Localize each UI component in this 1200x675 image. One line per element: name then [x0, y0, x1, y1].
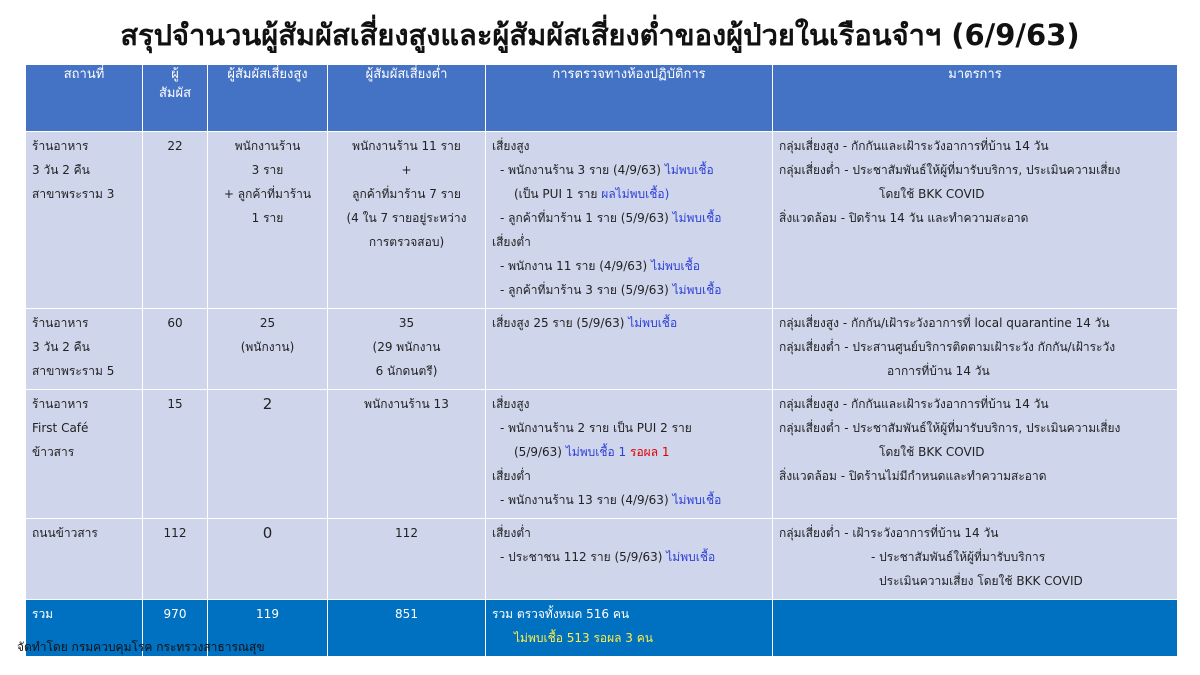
high-risk-line: 2: [262, 395, 273, 413]
place-line: 3 วัน 2 คืน: [32, 163, 90, 177]
lab-line: เสี่ยงต่ำ: [492, 235, 531, 249]
table-row: [26, 390, 1178, 519]
cell-low-risk: [328, 132, 486, 309]
cell-measures: [773, 519, 1178, 600]
low-risk-line: 6 นักดนตรี): [375, 364, 438, 378]
low-risk-line: (4 ใน 7 รายอยู่ระหว่าง: [346, 211, 467, 225]
lab-line: [492, 488, 766, 512]
measure-line: โดยใช้ BKK COVID: [879, 187, 985, 201]
high-risk-line: 3 ราย: [251, 163, 284, 177]
lab-text: ): [664, 187, 670, 201]
cell-high-risk: [208, 390, 328, 519]
result-negative: ไม่พบเชื้อ: [672, 283, 722, 297]
lab-line: - พนักงานร้าน 2 ราย เป็น PUI 2 ราย: [500, 421, 692, 435]
low-risk-line: (29 พนักงาน: [372, 340, 441, 354]
result-negative: ไม่พบเชื้อ: [672, 211, 722, 225]
lab-line: [492, 254, 766, 278]
lab-text: - พนักงานร้าน 13 ราย (4/9/63): [500, 493, 673, 507]
low-risk-line: 35: [398, 316, 415, 330]
high-risk-line: 1 ราย: [251, 211, 284, 225]
place-line: First Café: [32, 421, 89, 435]
place-line: สาขาพระราม 3: [32, 187, 115, 201]
cell-measures: [773, 309, 1178, 390]
place-line: 3 วัน 2 คืน: [32, 340, 90, 354]
high-risk-line: พนักงานร้าน: [234, 139, 301, 153]
cell-high-risk: [208, 519, 328, 600]
cell-place: [26, 519, 143, 600]
contacts-value: 60: [167, 316, 183, 330]
result-pending: รอผล 1: [630, 445, 670, 459]
cell-lab: [486, 390, 773, 519]
header-low-risk: ผู้สัมผัสเสี่ยงต่ำ: [328, 65, 486, 132]
cell-place: [26, 309, 143, 390]
lab-line: เสี่ยงสูง: [492, 397, 530, 411]
lab-line: [492, 545, 766, 569]
place-line: ข้าวสาร: [32, 445, 75, 459]
lab-line: เสี่ยงต่ำ: [492, 469, 531, 483]
measure-line: กลุ่มเสี่ยงต่ำ - ประชาสัมพันธ์ให้ผู้ที่มารับบริการ, ประเมินความเสี่ยง: [779, 163, 1121, 177]
total-contacts: 970: [163, 607, 187, 621]
summary-table: [25, 64, 1178, 657]
cell-high-risk: [208, 309, 328, 390]
cell-high-risk: [208, 132, 328, 309]
cell-measures: [773, 390, 1178, 519]
measure-line: สิ่งแวดล้อม - ปิดร้าน 14 วัน และทำความสะอาด: [779, 211, 1029, 225]
cell-contacts: [143, 390, 208, 519]
measure-line: กลุ่มเสี่ยงต่ำ - ประชาสัมพันธ์ให้ผู้ที่มารับบริการ, ประเมินความเสี่ยง: [779, 421, 1121, 435]
low-risk-line: พนักงานร้าน 13: [364, 397, 449, 411]
cell-place: [26, 132, 143, 309]
cell-contacts: [143, 132, 208, 309]
cell-lab: [486, 132, 773, 309]
cell-low-risk: [328, 390, 486, 519]
lab-line: [492, 182, 766, 206]
lab-line: [492, 206, 766, 230]
contacts-value: 15: [167, 397, 183, 411]
measure-line: กลุ่มเสี่ยงสูง - กักกันและเฝ้าระวังอาการที่บ้าน 14 วัน: [779, 397, 1049, 411]
header-lab: การตรวจทางห้องปฏิบัติการ: [486, 65, 773, 132]
place-line: ร้านอาหาร: [32, 316, 89, 330]
cell-measures: [773, 132, 1178, 309]
cell-place: [26, 390, 143, 519]
lab-text: - ลูกค้าที่มาร้าน 1 ราย (5/9/63): [500, 211, 673, 225]
measure-line: ประเมินความเสี่ยง โดยใช้ BKK COVID: [879, 574, 1083, 588]
page-title: สรุปจำนวนผู้สัมผัสเสี่ยงสูงและผู้สัมผัสเสี่ยงต่ำของผู้ป่วยในเรือนจำฯ (6/9/63): [120, 18, 1080, 52]
lab-line: [492, 440, 766, 464]
low-risk-line: 112: [395, 526, 418, 540]
measure-line: กลุ่มเสี่ยงสูง - กักกันและเฝ้าระวังอาการที่บ้าน 14 วัน: [779, 139, 1049, 153]
result-negative: ไม่พบเชื้อ: [651, 259, 700, 273]
measure-line: สิ่งแวดล้อม - ปิดร้านไม่มีกำหนดและทำความสะอาด: [779, 469, 1047, 483]
cell-low-risk: [328, 519, 486, 600]
cell-total-lab: [486, 600, 773, 657]
result-negative: ไม่พบเชื้อ 1: [565, 445, 631, 459]
lab-text: (5/9/63): [514, 445, 566, 459]
lab-text: - ประชาชน 112 ราย (5/9/63): [500, 550, 667, 564]
low-risk-line: การตรวจสอบ): [368, 235, 445, 249]
lab-text: - ลูกค้าที่มาร้าน 3 ราย (5/9/63): [500, 283, 673, 297]
cell-lab: [486, 519, 773, 600]
table-row: [26, 132, 1178, 309]
result-negative: ไม่พบเชื้อ: [666, 550, 716, 564]
high-risk-line: 25: [259, 316, 276, 330]
lab-text: เสี่ยงสูง 25 ราย (5/9/63): [492, 316, 629, 330]
header-contacts-line2: สัมผัส: [158, 86, 192, 101]
source-note: จัดทำโดย กรมควบคุมโรค กระทรวงสาธารณสุข: [17, 640, 265, 654]
result-negative: ผลไม่พบเชื้อ: [601, 187, 665, 201]
header-contacts-line1: ผู้: [171, 67, 179, 82]
result-negative: ไม่พบเชื้อ: [672, 493, 722, 507]
lab-text: - พนักงานร้าน 3 ราย (4/9/63): [500, 163, 665, 177]
place-line: ร้านอาหาร: [32, 139, 89, 153]
low-risk-line: พนักงานร้าน 11 ราย: [352, 139, 461, 153]
measure-line: โดยใช้ BKK COVID: [879, 445, 985, 459]
measure-line: กลุ่มเสี่ยงต่ำ - เฝ้าระวังอาการที่บ้าน 14 วัน: [779, 526, 999, 540]
low-risk-line: ลูกค้าที่มาร้าน 7 ราย: [352, 187, 461, 201]
cell-total-low: [328, 600, 486, 657]
measure-line: อาการที่บ้าน 14 วัน: [887, 364, 990, 378]
place-line: ถนนข้าวสาร: [32, 526, 98, 540]
high-risk-line: 0: [262, 524, 273, 542]
lab-line: [492, 278, 766, 302]
lab-text: - พนักงาน 11 ราย (4/9/63): [500, 259, 652, 273]
cell-lab: [486, 309, 773, 390]
total-high-risk: 119: [256, 607, 279, 621]
place-line: ร้านอาหาร: [32, 397, 89, 411]
high-risk-line: (พนักงาน): [240, 340, 295, 354]
place-line: สาขาพระราม 5: [32, 364, 115, 378]
table-row: [26, 519, 1178, 600]
header-contacts: [143, 65, 208, 132]
lab-text: (เป็น PUI 1 ราย: [514, 187, 602, 201]
table-row: [26, 309, 1178, 390]
cell-contacts: [143, 309, 208, 390]
lab-line: [492, 158, 766, 182]
cell-contacts: [143, 519, 208, 600]
result-negative: ไม่พบเชื้อ: [628, 316, 678, 330]
lab-line: เสี่ยงสูง: [492, 139, 530, 153]
header-place: สถานที่: [26, 65, 143, 132]
total-lab-result: ไม่พบเชื้อ 513 รอผล 3 คน: [514, 631, 653, 645]
high-risk-line: + ลูกค้าที่มาร้าน: [223, 187, 312, 201]
total-lab-line: รวม ตรวจทั้งหมด 516 คน: [492, 607, 630, 621]
header-high-risk: ผู้สัมผัสเสี่ยงสูง: [208, 65, 328, 132]
table-header-row: [26, 65, 1178, 132]
lab-line: [492, 311, 766, 335]
measure-line: กลุ่มเสี่ยงต่ำ - ประสานศูนย์บริการติดตามเฝ้าระวัง กักกัน/เฝ้าระวัง: [779, 340, 1116, 354]
cell-total-measures: [773, 600, 1178, 657]
measure-line: กลุ่มเสี่ยงสูง - กักกัน/เฝ้าระวังอาการที่ local quarantine 14 วัน: [779, 316, 1110, 330]
low-risk-line: +: [401, 163, 412, 177]
total-label: รวม: [32, 607, 54, 621]
lab-line: เสี่ยงต่ำ: [492, 526, 531, 540]
total-low-risk: 851: [395, 607, 418, 621]
measure-line: - ประชาสัมพันธ์ให้ผู้ที่มารับบริการ: [871, 550, 1046, 564]
header-measures: มาตรการ: [773, 65, 1178, 132]
cell-low-risk: [328, 309, 486, 390]
result-negative: ไม่พบเชื้อ: [664, 163, 714, 177]
contacts-value: 22: [167, 139, 183, 153]
contacts-value: 112: [163, 526, 187, 540]
